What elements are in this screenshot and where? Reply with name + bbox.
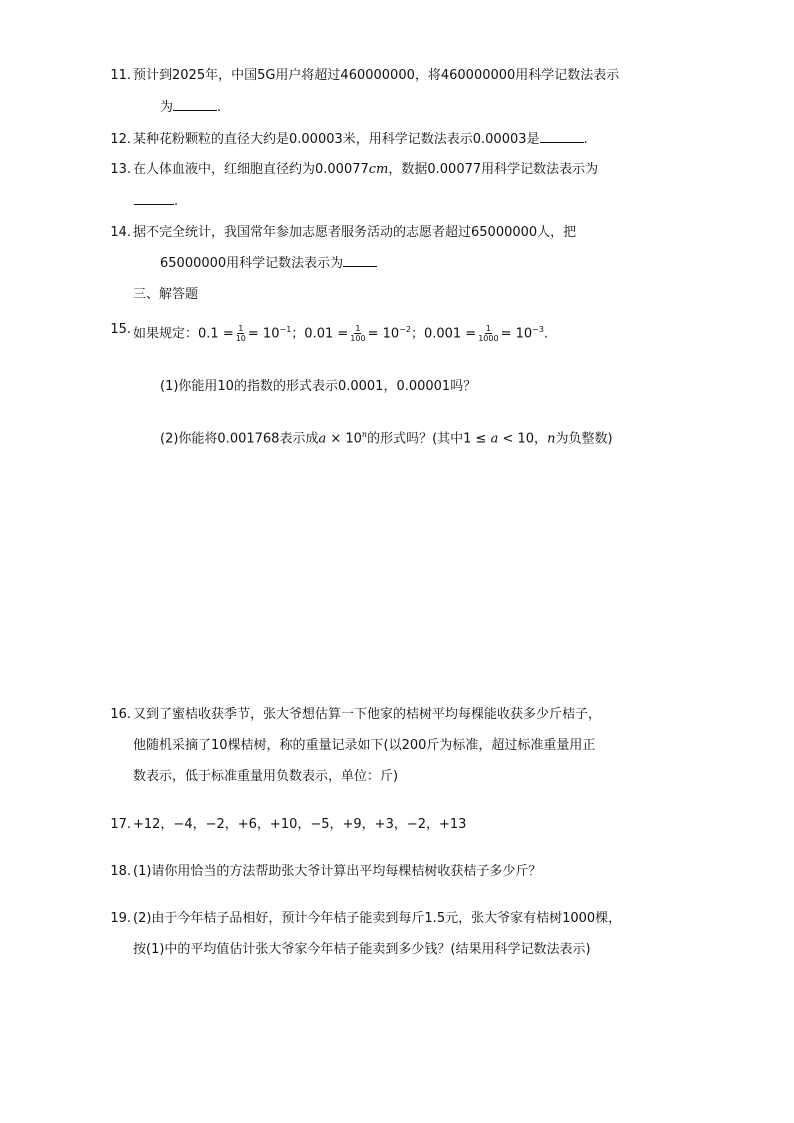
question-11 bbox=[110, 66, 693, 118]
answer-blank[interactable] bbox=[134, 192, 174, 205]
question-text-line3: 数表示，低于标准重量用负数表示，单位：斤) bbox=[133, 769, 399, 784]
question-14 bbox=[110, 223, 693, 274]
question-text-line2: . bbox=[133, 192, 693, 212]
question-text: 如果规定：0.1 = $\frac{1}{10}$ = $10^{-1}$；0.01 = $\frac{1}{100}$ = $10^{-2}$；0.001 = $\frac{1}{1000}$ = $10^{-3}$. bbox=[133, 324, 549, 344]
question-text: 又到了蜜桔收获季节，张大爷想估算一下他家的桔树平均每棵能收获多少斤桔子， bbox=[133, 707, 602, 722]
question-text-line2: 65000000用科学记数法表示为 bbox=[133, 254, 693, 274]
question-number: 15. bbox=[110, 322, 131, 337]
question-number: 16. bbox=[110, 707, 131, 722]
question-16 bbox=[110, 705, 693, 787]
question-15 bbox=[110, 320, 693, 450]
question-number: 14. bbox=[110, 225, 131, 240]
question-text: (1)请你用恰当的方法帮助张大爷计算出平均每棵桔树收获桔子多少斤？ bbox=[133, 864, 542, 879]
section-title: 三、解答题 bbox=[133, 287, 199, 302]
question-19 bbox=[110, 909, 693, 960]
question-text: (2)由于今年桔子品相好，预计今年桔子能卖到每斤1.5元，张大爷家有桔树1000棵， bbox=[133, 911, 622, 926]
question-text-line2: 为 . bbox=[160, 100, 222, 115]
question-text-line2: 他随机采摘了10棵桔树，称的重量记录如下(以200斤为标准，超过标准重量用正 bbox=[133, 738, 596, 753]
answer-blank[interactable] bbox=[173, 98, 217, 111]
question-number: 17. bbox=[110, 817, 131, 832]
fraction: $\frac{1}{100}$ bbox=[350, 324, 366, 344]
question-number: 19. bbox=[110, 911, 131, 926]
sub-question-2: (2)你能将0.001768表示成$a \times 10^n$的形式吗？(其中1 ≤ a < 10，n为负整数) bbox=[160, 430, 613, 447]
question-number: 11. bbox=[110, 68, 131, 83]
question-number: 18. bbox=[110, 864, 131, 879]
question-text-line2: 按(1)中的平均值估计张大爷家今年桔子能卖到多少钱？(结果用科学记数法表示) bbox=[133, 942, 591, 957]
question-13 bbox=[110, 160, 693, 212]
question-text: 在人体血液中，红细胞直径约为0.00077cm，数据0.00077用科学记数法表示为 bbox=[133, 162, 599, 177]
question-text: 预计到2025年，中国5G用户将超过460000000，将460000000用科学记数法表示 bbox=[133, 68, 620, 83]
question-number: 12. bbox=[110, 132, 131, 147]
fraction: $\frac{1}{1000}$ bbox=[478, 324, 499, 344]
fraction: $\frac{1}{10}$ bbox=[235, 324, 246, 344]
question-text: 据不完全统计，我国常年参加志愿者服务活动的志愿者超过65000000人，把 bbox=[133, 225, 577, 240]
question-12: 12. 某种花粉颗粒的直径大约是0.00003米，用科学记数法表示0.00003是 . bbox=[133, 130, 693, 150]
answer-blank[interactable] bbox=[343, 254, 377, 267]
sub-question-1: (1)你能用10的指数的形式表示0.0001，0.00001吗？ bbox=[160, 379, 477, 395]
question-text: +12，−4，−2，+6，+10，−5，+9，+3，−2，+13 bbox=[133, 817, 467, 832]
question-18 bbox=[110, 862, 693, 882]
question-17 bbox=[110, 815, 693, 835]
question-number: 13. bbox=[110, 162, 131, 177]
answer-blank[interactable] bbox=[540, 130, 584, 143]
